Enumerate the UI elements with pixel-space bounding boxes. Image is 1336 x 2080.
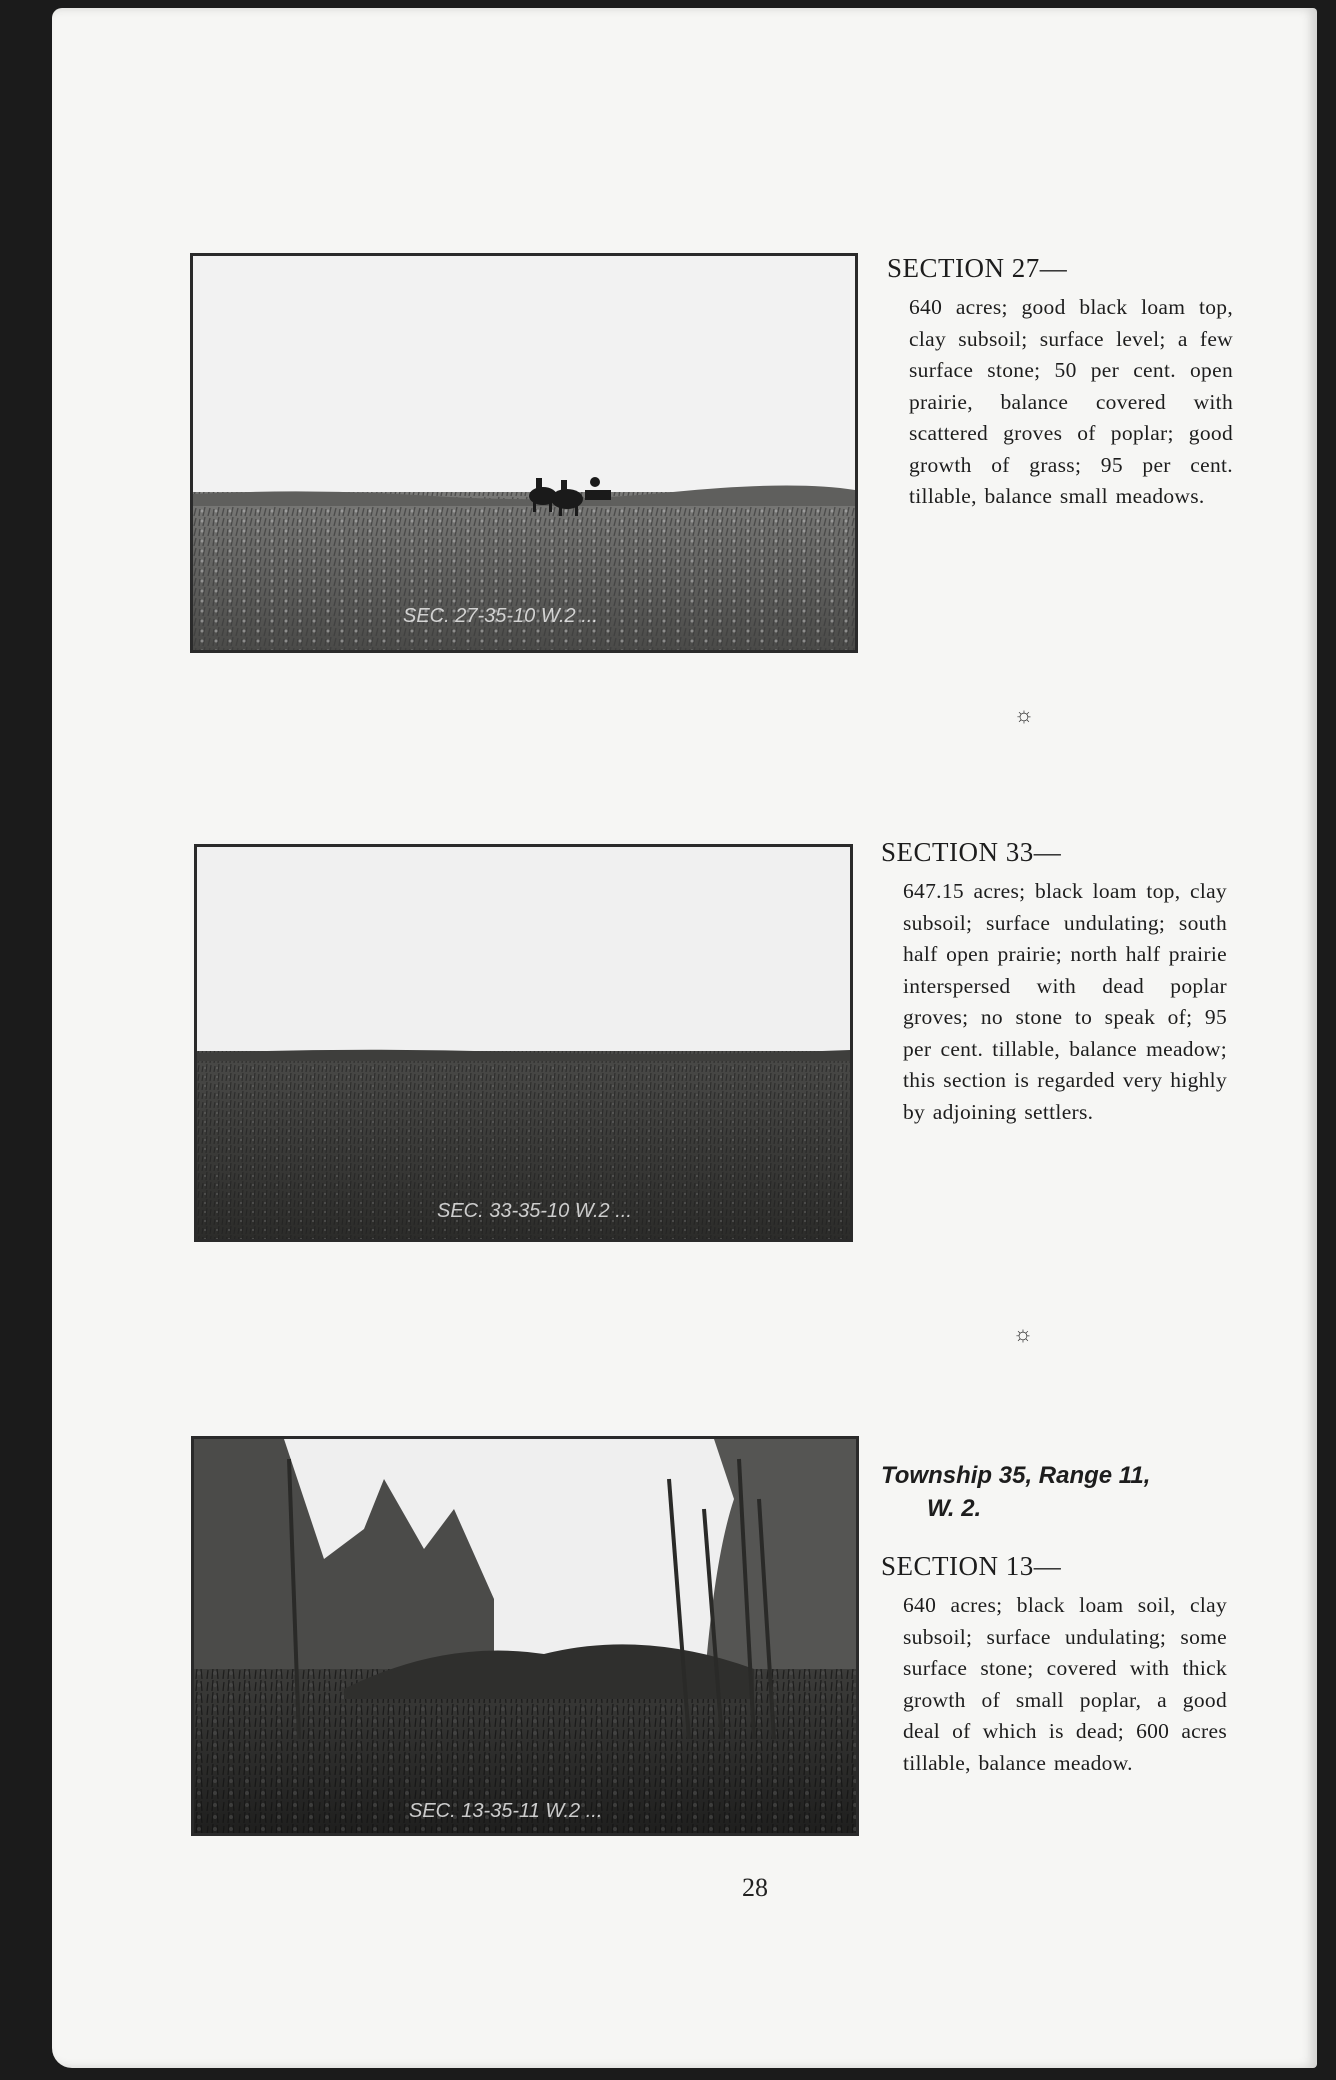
section-13-block <box>881 1459 1227 1779</box>
section-27-block <box>887 253 1233 513</box>
township-line-1: Township 35, Range 11, <box>881 1462 1151 1489</box>
poplar-bluff-image <box>194 1439 856 1833</box>
section-description: 640 acres; good black loam top, clay subsoil; surface level; a few surface stone; 50 per cent. open prairie, balance covered with scattered groves of poplar; good growth of grass; 95 per cent. tillable, balance small meadows. <box>909 295 1233 508</box>
prairie-horses-image <box>193 256 855 650</box>
photo-section-33 <box>194 844 853 1242</box>
photo-section-27 <box>190 253 858 653</box>
ornament-icon: ☼ <box>1012 1321 1034 1346</box>
section-33-block <box>881 837 1227 1128</box>
photo-caption-33: SEC. 33-35-10 W.2 ... <box>437 1200 632 1222</box>
open-prairie-image <box>197 847 850 1239</box>
photo-caption-13: SEC. 13-35-11 W.2 ... <box>409 1800 603 1822</box>
photo-section-13 <box>191 1436 859 1836</box>
page-number: 28 <box>742 1873 768 1902</box>
section-heading: SECTION 33— <box>881 837 1062 867</box>
book-page <box>52 8 1317 2068</box>
photo-caption-27: SEC. 27-35-10 W.2 ... <box>403 605 598 627</box>
township-line-2: W. 2. <box>927 1495 982 1522</box>
section-heading: SECTION 27— <box>887 253 1068 283</box>
township-heading <box>881 1459 1227 1525</box>
section-description: 640 acres; black loam soil, clay subsoil; surface undulating; some surface stone; covered with thick growth of small poplar, a good deal of which is dead; 600 acres tillable, balance meadow. <box>903 1593 1227 1775</box>
section-heading: SECTION 13— <box>881 1551 1062 1581</box>
section-description: 647.15 acres; black loam top, clay subsoil; surface undulating; south half open prairie; north half prairie interspersed with dead poplar groves; no stone to speak of; 95 per cent. tillable, balance meadow; this section is regarded very highly by adjoining settlers. <box>903 879 1227 1124</box>
ornament-icon: ☼ <box>1013 702 1035 727</box>
